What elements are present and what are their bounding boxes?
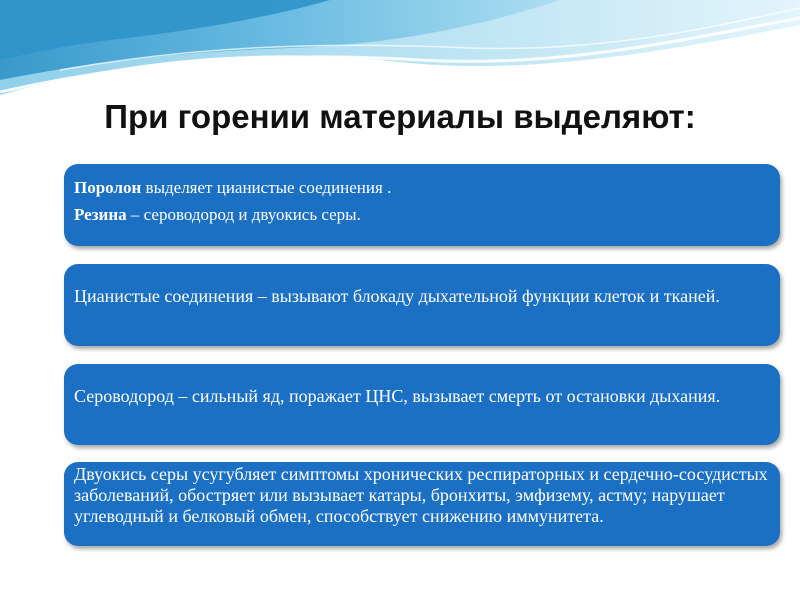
sulfur-dioxide-text: Двуокись серы усугубляет симптомы хронических респираторных и сердечно-сосудистых заболеваний, обостряет или вызывает катары, бронхиты, эмфизему, астму; нарушает углеводный и белковый обмен, способствует снижению иммунитета. — [74, 464, 768, 526]
hydrogen-sulfide-text: Сероводород – сильный яд, поражает ЦНС, вызывает смерть от остановки дыхания. — [74, 386, 721, 406]
materials-block — [64, 164, 780, 246]
foam-text: выделяет цианистые соединения . — [141, 178, 392, 197]
cyanide-block — [64, 264, 780, 346]
hydrogen-sulfide-block — [64, 364, 780, 445]
cyanide-text: Цианистые соединения – вызывают блокаду дыхательной функции клеток и тканей. — [74, 286, 720, 306]
rubber-term: Резина — [74, 205, 127, 224]
sulfur-dioxide-block — [64, 462, 780, 546]
rubber-line — [74, 201, 770, 228]
rubber-text: – сероводород и двуокись серы. — [126, 205, 361, 224]
foam-term: Поролон — [74, 178, 142, 197]
slide-title: При горении материалы выделяют: — [104, 98, 696, 135]
foam-line — [74, 174, 770, 201]
